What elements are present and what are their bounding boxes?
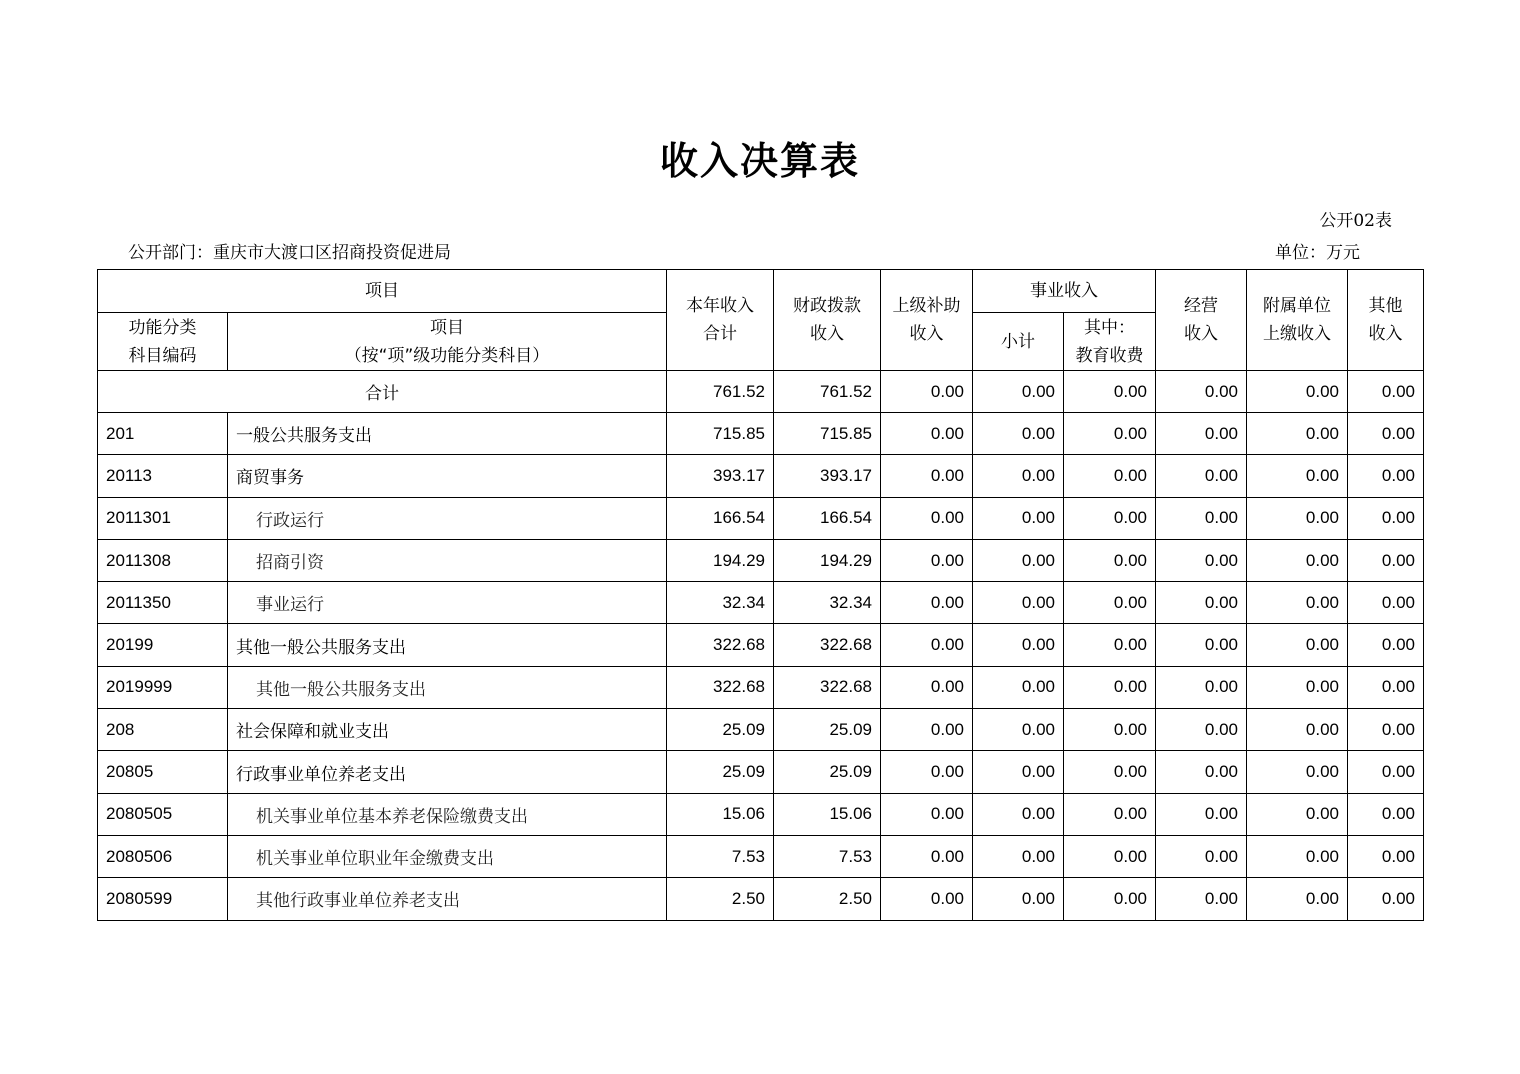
row-value: 322.68 bbox=[667, 666, 774, 708]
row-value: 0.00 bbox=[1348, 497, 1424, 539]
row-value: 2.50 bbox=[774, 878, 881, 920]
row-name: 行政事业单位养老支出 bbox=[228, 751, 667, 793]
table-row bbox=[98, 835, 1424, 877]
row-value: 393.17 bbox=[667, 455, 774, 497]
row-value: 0.00 bbox=[1247, 413, 1348, 455]
table-row bbox=[98, 539, 1424, 581]
row-value: 25.09 bbox=[667, 751, 774, 793]
row-value: 0.00 bbox=[973, 539, 1064, 581]
row-value: 0.00 bbox=[1156, 497, 1247, 539]
row-value: 0.00 bbox=[1348, 624, 1424, 666]
row-value: 0.00 bbox=[1348, 455, 1424, 497]
row-value: 0.00 bbox=[1156, 539, 1247, 581]
table-row bbox=[98, 582, 1424, 624]
row-value: 0.00 bbox=[1247, 751, 1348, 793]
header-other: 其他 收入 bbox=[1348, 270, 1424, 371]
row-value: 0.00 bbox=[1247, 709, 1348, 751]
header-total-income: 本年收入 合计 bbox=[667, 270, 774, 371]
row-value: 0.00 bbox=[881, 624, 973, 666]
header-education: 其中： 教育收费 bbox=[1064, 313, 1156, 371]
row-value: 166.54 bbox=[774, 497, 881, 539]
total-value: 761.52 bbox=[774, 371, 881, 413]
row-value: 0.00 bbox=[1156, 751, 1247, 793]
table-row bbox=[98, 793, 1424, 835]
row-value: 0.00 bbox=[881, 539, 973, 581]
row-value: 2.50 bbox=[667, 878, 774, 920]
row-value: 0.00 bbox=[1156, 413, 1247, 455]
total-value: 0.00 bbox=[1247, 371, 1348, 413]
header-code: 功能分类 科目编码 bbox=[98, 313, 228, 371]
row-value: 0.00 bbox=[1247, 793, 1348, 835]
row-value: 0.00 bbox=[1348, 751, 1424, 793]
table-header bbox=[98, 270, 1424, 371]
row-value: 0.00 bbox=[881, 497, 973, 539]
row-value: 25.09 bbox=[667, 709, 774, 751]
row-code: 20113 bbox=[98, 455, 228, 497]
table-row bbox=[98, 413, 1424, 455]
row-value: 393.17 bbox=[774, 455, 881, 497]
header-name: 项目 （按“项”级功能分类科目） bbox=[228, 313, 667, 371]
row-value: 0.00 bbox=[1064, 455, 1156, 497]
row-value: 0.00 bbox=[973, 624, 1064, 666]
row-code: 2019999 bbox=[98, 666, 228, 708]
row-value: 25.09 bbox=[774, 751, 881, 793]
header-fiscal: 财政拨款 收入 bbox=[774, 270, 881, 371]
row-value: 32.34 bbox=[774, 582, 881, 624]
row-value: 0.00 bbox=[973, 709, 1064, 751]
row-value: 0.00 bbox=[881, 751, 973, 793]
row-value: 7.53 bbox=[667, 835, 774, 877]
row-value: 0.00 bbox=[1156, 666, 1247, 708]
row-value: 0.00 bbox=[973, 497, 1064, 539]
row-value: 7.53 bbox=[774, 835, 881, 877]
total-value: 0.00 bbox=[1348, 371, 1424, 413]
row-value: 0.00 bbox=[973, 793, 1064, 835]
row-code: 208 bbox=[98, 709, 228, 751]
row-name: 社会保障和就业支出 bbox=[228, 709, 667, 751]
row-code: 20199 bbox=[98, 624, 228, 666]
row-name: 其他行政事业单位养老支出 bbox=[228, 878, 667, 920]
row-value: 0.00 bbox=[1064, 582, 1156, 624]
row-code: 2080505 bbox=[98, 793, 228, 835]
header-superior: 上级补助 收入 bbox=[881, 270, 973, 371]
row-value: 715.85 bbox=[667, 413, 774, 455]
row-value: 0.00 bbox=[1064, 624, 1156, 666]
row-value: 0.00 bbox=[1156, 624, 1247, 666]
total-label: 合计 bbox=[98, 371, 667, 413]
row-value: 166.54 bbox=[667, 497, 774, 539]
table-body bbox=[98, 371, 1424, 921]
row-value: 0.00 bbox=[881, 455, 973, 497]
row-value: 322.68 bbox=[667, 624, 774, 666]
row-value: 0.00 bbox=[1348, 709, 1424, 751]
row-value: 0.00 bbox=[1064, 539, 1156, 581]
row-code: 2080506 bbox=[98, 835, 228, 877]
total-value: 761.52 bbox=[667, 371, 774, 413]
row-value: 194.29 bbox=[667, 539, 774, 581]
row-value: 0.00 bbox=[1156, 835, 1247, 877]
row-value: 0.00 bbox=[1247, 582, 1348, 624]
row-value: 0.00 bbox=[973, 582, 1064, 624]
row-value: 0.00 bbox=[1156, 582, 1247, 624]
row-code: 2011301 bbox=[98, 497, 228, 539]
row-value: 0.00 bbox=[1348, 413, 1424, 455]
row-value: 15.06 bbox=[667, 793, 774, 835]
row-value: 0.00 bbox=[881, 413, 973, 455]
row-value: 0.00 bbox=[973, 666, 1064, 708]
row-value: 322.68 bbox=[774, 666, 881, 708]
row-value: 0.00 bbox=[881, 835, 973, 877]
row-value: 0.00 bbox=[1064, 835, 1156, 877]
row-code: 2011350 bbox=[98, 582, 228, 624]
table-row bbox=[98, 497, 1424, 539]
row-value: 0.00 bbox=[881, 666, 973, 708]
total-value: 0.00 bbox=[973, 371, 1064, 413]
row-value: 194.29 bbox=[774, 539, 881, 581]
row-value: 0.00 bbox=[1247, 624, 1348, 666]
row-value: 0.00 bbox=[1247, 666, 1348, 708]
row-name: 商贸事务 bbox=[228, 455, 667, 497]
header-operating: 经营 收入 bbox=[1156, 270, 1247, 371]
income-table bbox=[97, 269, 1424, 921]
row-value: 0.00 bbox=[1247, 455, 1348, 497]
row-value: 0.00 bbox=[881, 582, 973, 624]
table-row bbox=[98, 751, 1424, 793]
row-value: 0.00 bbox=[1348, 878, 1424, 920]
department-label: 公开部门：重庆市大渡口区招商投资促进局 bbox=[128, 243, 451, 263]
row-name: 事业运行 bbox=[228, 582, 667, 624]
row-value: 0.00 bbox=[973, 835, 1064, 877]
unit-label: 单位：万元 bbox=[1275, 243, 1360, 263]
row-value: 0.00 bbox=[1156, 709, 1247, 751]
row-value: 322.68 bbox=[774, 624, 881, 666]
row-value: 0.00 bbox=[1247, 497, 1348, 539]
row-code: 201 bbox=[98, 413, 228, 455]
row-value: 0.00 bbox=[1064, 751, 1156, 793]
row-value: 0.00 bbox=[1156, 455, 1247, 497]
row-value: 0.00 bbox=[973, 455, 1064, 497]
form-code: 公开02表 bbox=[1319, 211, 1392, 231]
row-code: 2080599 bbox=[98, 878, 228, 920]
table-row bbox=[98, 455, 1424, 497]
row-value: 0.00 bbox=[1156, 793, 1247, 835]
row-name: 其他一般公共服务支出 bbox=[228, 624, 667, 666]
row-name: 机关事业单位职业年金缴费支出 bbox=[228, 835, 667, 877]
total-row bbox=[98, 371, 1424, 413]
header-business-group: 事业收入 bbox=[973, 270, 1156, 313]
header-project-group: 项目 bbox=[98, 270, 667, 313]
table-row bbox=[98, 878, 1424, 920]
total-value: 0.00 bbox=[1064, 371, 1156, 413]
row-value: 0.00 bbox=[1064, 413, 1156, 455]
total-value: 0.00 bbox=[1156, 371, 1247, 413]
row-code: 20805 bbox=[98, 751, 228, 793]
row-name: 招商引资 bbox=[228, 539, 667, 581]
row-value: 0.00 bbox=[881, 793, 973, 835]
row-value: 0.00 bbox=[1247, 835, 1348, 877]
row-value: 32.34 bbox=[667, 582, 774, 624]
row-value: 0.00 bbox=[1064, 666, 1156, 708]
total-value: 0.00 bbox=[881, 371, 973, 413]
row-code: 2011308 bbox=[98, 539, 228, 581]
table-row bbox=[98, 666, 1424, 708]
row-value: 0.00 bbox=[973, 413, 1064, 455]
header-affiliated: 附属单位 上缴收入 bbox=[1247, 270, 1348, 371]
row-value: 0.00 bbox=[1064, 793, 1156, 835]
row-value: 0.00 bbox=[1064, 878, 1156, 920]
row-value: 0.00 bbox=[973, 878, 1064, 920]
row-value: 0.00 bbox=[1247, 539, 1348, 581]
row-value: 0.00 bbox=[1348, 835, 1424, 877]
row-value: 15.06 bbox=[774, 793, 881, 835]
header-subtotal: 小计 bbox=[973, 313, 1064, 371]
page-title: 收入决算表 bbox=[659, 139, 860, 183]
table-row bbox=[98, 624, 1424, 666]
table-row bbox=[98, 709, 1424, 751]
row-value: 0.00 bbox=[1348, 793, 1424, 835]
row-value: 0.00 bbox=[881, 709, 973, 751]
row-value: 0.00 bbox=[1064, 497, 1156, 539]
row-name: 其他一般公共服务支出 bbox=[228, 666, 667, 708]
row-value: 0.00 bbox=[1348, 539, 1424, 581]
row-value: 0.00 bbox=[1064, 709, 1156, 751]
row-value: 0.00 bbox=[1348, 666, 1424, 708]
row-value: 0.00 bbox=[1156, 878, 1247, 920]
row-value: 0.00 bbox=[973, 751, 1064, 793]
row-value: 715.85 bbox=[774, 413, 881, 455]
row-name: 一般公共服务支出 bbox=[228, 413, 667, 455]
row-value: 25.09 bbox=[774, 709, 881, 751]
row-name: 机关事业单位基本养老保险缴费支出 bbox=[228, 793, 667, 835]
row-name: 行政运行 bbox=[228, 497, 667, 539]
row-value: 0.00 bbox=[1247, 878, 1348, 920]
row-value: 0.00 bbox=[881, 878, 973, 920]
row-value: 0.00 bbox=[1348, 582, 1424, 624]
